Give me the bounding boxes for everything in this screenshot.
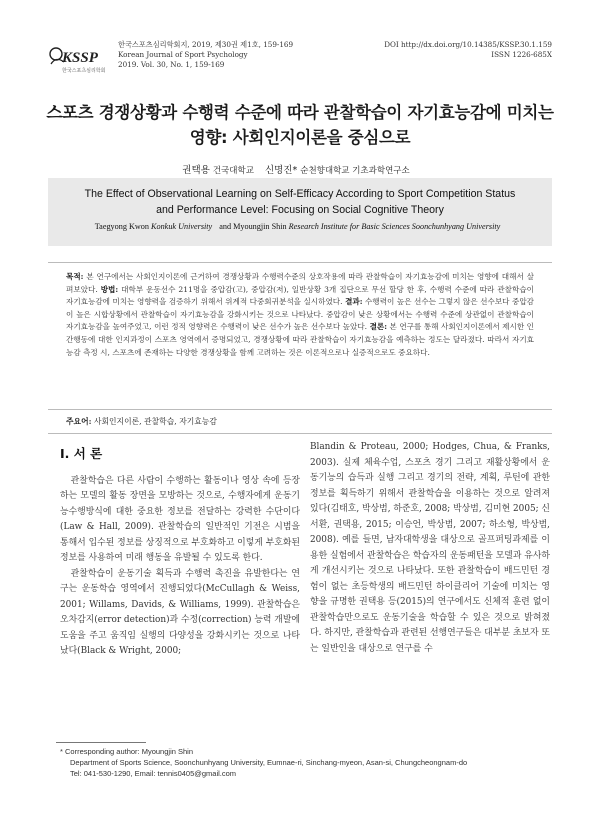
- abstract-result: 수행력이 높은 선수는 그렇지 않은 선수보다 중압감이 높은 시합상황에서 관찰학습이 자기효능감을 강화시키는 것으로 나타났다. 중압감이 낮은 상황에서는 수행력 수준에 상관없이 관찰학습이 자기효능감을 높여주었고, 이런 정적 영향력은 수행력이 낮은 선수가 높은 선수보다 높았다.: [66, 297, 534, 332]
- paper-title-en-line2: and Performance Level: Focusing on Social Cognitive Theory: [156, 204, 444, 216]
- footnote: [60, 746, 552, 779]
- body-paragraph: Blandin & Proteau, 2000; Hodges, Chua, & Franks, 2003). 실제 체육수업, 스포츠 경기 그리고 재활상황에서 운동기능의 습득과 실행 그리고 경기의 전략, 계획, 루틴에 관한 정보를 획득하기 위해서 관찰학습을 이용하는 것으로 알려져 있다(김태호, 박상범, 하준호, 2008; 박상범, 김미현 2005; 신서환, 권택용, 2015; 이승언, 박상범, 2007; 하소형, 박상범, 2008). 예를 들면, 남자대학생을 대상으로 골프퍼팅과제를 이용한 실험에서 관찰학습은 학습자의 운동패턴을 모델과 유사하게 개선시키는 것으로 나타났다. 또한 관찰학습이 배드민턴 경험이 없는 초등학생의 배드민턴 하이클리어 기술에 미치는 영향을 규명한 권택용 등(2015)의 연구에서도 신체적 훈련 없이 관찰학습만으로도 운동기술을 학습할 수 있은 것으로 밝혀졌다. 하지만, 관찰학습과 관련된 선행연구들은 대부분 초보자 또는 일반인을 대상으로 연구를 수: [310, 442, 550, 654]
- issn: ISSN 1226-685X: [491, 50, 552, 59]
- abstract-label-conclusion: 결론:: [369, 322, 388, 332]
- author2-name: 신명진*: [264, 165, 298, 176]
- body-paragraph: 관찰학습이 운동기술 획득과 수행력 촉진을 유발한다는 연구는 운동학습 영역에서 진행되었다(McCullagh & Weiss, 2001; Willams, Davids, & Williams, 1999). 관찰학습은 오차감지(error detection)과 수정(correction) 능력 개발에 도움을 주고 움직임 실행의 다양성을 강화시키는 것으로 나타났다(Black & Wright, 2000;: [60, 568, 301, 656]
- body-right-column: [310, 440, 550, 657]
- doi-link[interactable]: DOI http://dx.doi.org/10.14385/KSSP.30.1.159: [384, 40, 552, 49]
- author-address: Department of Sports Science, Soonchunhyang University, Eumnae-ri, Sinchang-myeon, Asan-si, Chungcheongnam-do: [70, 758, 468, 767]
- title-block: [40, 100, 560, 176]
- doi-meta: [384, 40, 552, 60]
- section-heading-intro: I. 서 론: [60, 446, 103, 461]
- paper-title-ko-line1: 스포츠 경쟁상황과 수행력 수준에 따라 관찰학습이 자기효능감에 미치는: [46, 103, 554, 122]
- author1-affiliation: 건국대학교: [212, 166, 254, 176]
- abstract-label-method: 방법:: [100, 284, 119, 294]
- corresponding-author: * Corresponding author: Myoungjin Shin: [60, 747, 193, 756]
- keywords-text: 사회인지이론, 관찰학습, 자기효능감: [91, 417, 217, 426]
- logo-subtext: 한국스포츠심리학회: [62, 68, 106, 74]
- abstract: [48, 262, 552, 410]
- footnote-divider: [56, 742, 146, 743]
- logo-text: KSSP: [62, 50, 98, 66]
- en-author1-affiliation: Konkuk University: [151, 222, 213, 231]
- body-left-column: [60, 440, 300, 660]
- journal-meta: [118, 40, 293, 70]
- abstract-conclusion: 본 연구를 통해 사회인지이론에서 제시한 인간행동에 대한 인지과정이 스포츠 영역에서 증명되었고, 경쟁상황에 따라 관찰학습이 자기효능감을 예측하는 정도는 달라졌다. 따라서 자기효능감 측정 시, 스포츠에 존재하는 다양한 경쟁상황을 함께 고려하는 것은 이론적으로나 실증적으로도 중요하다.: [66, 322, 534, 357]
- kssp-logo-icon: [48, 42, 110, 76]
- authors-en: [48, 222, 552, 231]
- author1-name: 권택용: [182, 165, 210, 176]
- abstract-label-purpose: 목적:: [66, 272, 84, 281]
- body-paragraph: 관찰학습은 다른 사람이 수행하는 활동이나 영상 속에 등장하는 모델의 활동 장면을 모방하는 것으로, 수행자에게 운동기능수행방식에 대한 중요한 정보를 전달하는 강력한 수단이다(Law & Hall, 2009). 관찰학습의 일반적인 기전은 시범을 통해서 입수된 정보를 상징적으로 부호화하고 이렇게 부호화된 정보를 사용하여 미래 행동을 유발될 수 있도록 한다.: [60, 475, 300, 563]
- journal-volume: 2019. Vol. 30, No. 1, 159-169: [118, 60, 225, 69]
- paper-title-en-line1: The Effect of Observational Learning on Self-Efficacy According to Sport Competition Status: [84, 188, 516, 200]
- journal-header: [48, 40, 552, 80]
- paper-title-en: [48, 186, 552, 218]
- paper-title-ko-line2: 영향: 사회인지이론을 중심으로: [189, 128, 411, 147]
- journal-title-ko: 한국스포츠심리학회지, 2019, 제30권 제1호, 159-169: [118, 40, 294, 49]
- author-contact: Tel: 041-530-1290, Email: tennis0405@gmail.com: [70, 769, 237, 778]
- english-title-block: [48, 178, 552, 246]
- keywords-label: 주요어:: [66, 417, 92, 426]
- abstract-purpose: 본 연구에서는 사회인지이론에 근거하여 경쟁상황과 수행력수준의 상호작용에 따라 관찰학습이 자기효능감에 미치는 영향에 대해서 살펴보았다.: [66, 272, 534, 294]
- abstract-method: 대학부 운동선수 211명을 중압감(고), 중압감(저), 일반상황 3개 집단으로 무선 할당 한 후, 수행력 수준에 따라 관찰학습이 자기효능감에 미치는 영향력을 검증하기 위해서 위계적 다중회귀분석을 실시하였다.: [66, 284, 534, 307]
- author2-affiliation: 순천향대학교 기초과학연구소: [300, 166, 410, 176]
- en-author2-name: Myoungjin Shin: [233, 222, 287, 231]
- journal-title-en: Korean Journal of Sport Psychology: [118, 50, 248, 59]
- paper-title-ko: [40, 100, 560, 150]
- en-author2-affiliation: Research Institute for Basic Sciences Soonchunhyang University: [288, 222, 501, 231]
- en-and: and: [219, 222, 232, 231]
- abstract-label-result: 결과:: [345, 297, 363, 307]
- en-author1-name: Taegyong Kwon: [94, 222, 149, 231]
- authors-ko: [40, 162, 560, 176]
- keywords: [48, 412, 552, 434]
